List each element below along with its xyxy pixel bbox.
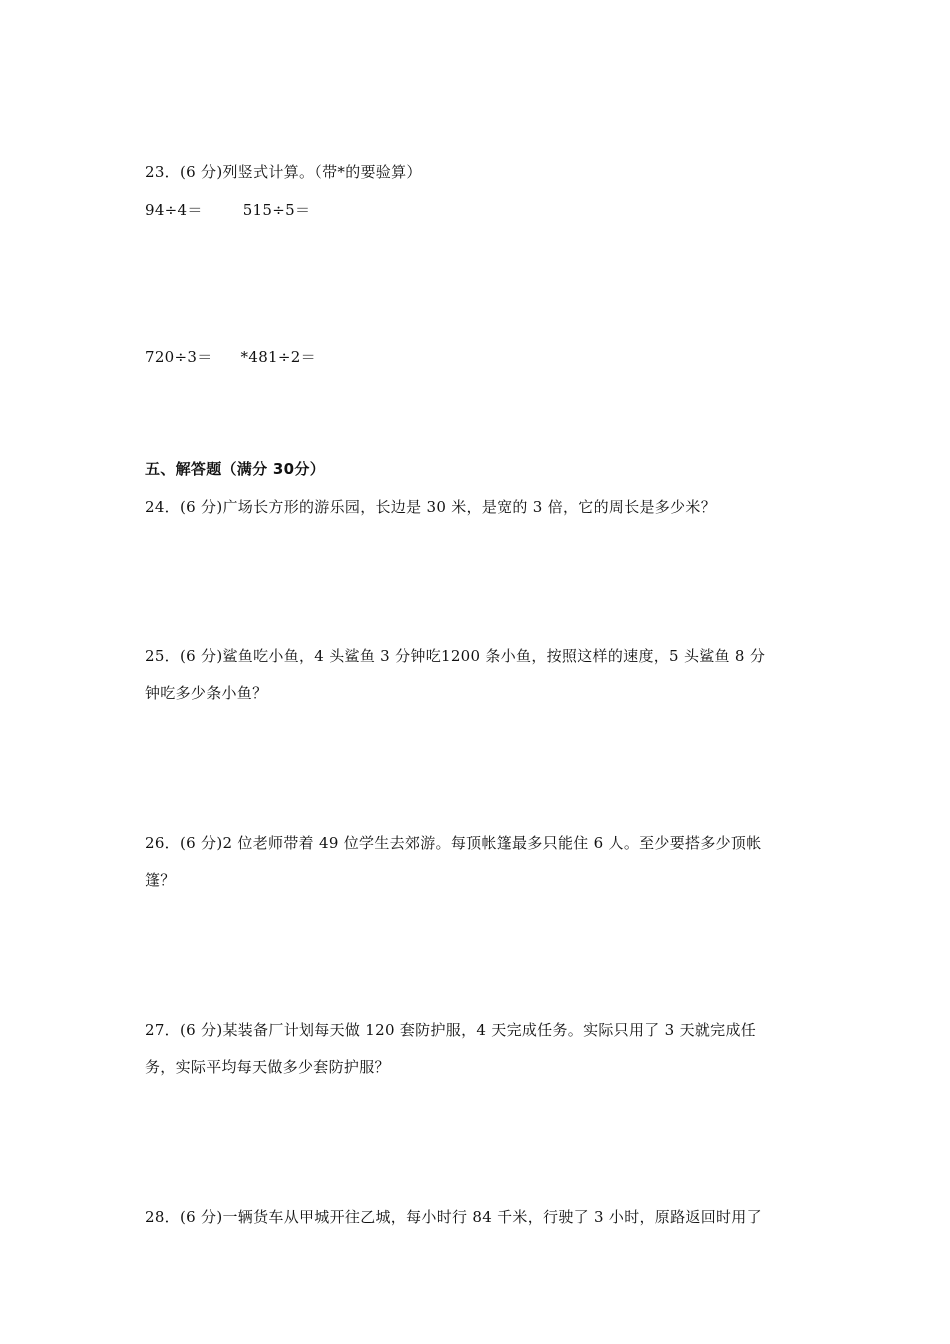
section-5-heading: 五、解答题（满分 30分） — [145, 460, 325, 478]
question-27-line-2: 务，实际平均每天做多少套防护服？ — [145, 1058, 390, 1076]
calc-720-div-3: 720÷3＝ — [145, 348, 213, 366]
question-25-line-2: 钟吃多少条小鱼？ — [145, 684, 268, 702]
calc-481-div-2: *481÷2＝ — [240, 348, 316, 366]
calc-row-1 — [145, 200, 310, 220]
question-23-title: 23．(6 分)列竖式计算。（带*的要验算） — [145, 163, 422, 181]
calc-515-div-5: 515÷5＝ — [242, 201, 311, 219]
question-28-line-1: 28．(6 分)一辆货车从甲城开往乙城，每小时行 84 千米，行驶了 3 小时，原路返回时用了 — [145, 1208, 762, 1226]
calc-row-2 — [145, 347, 316, 367]
question-27-line-1: 27．(6 分)某装备厂计划每天做 120 套防护服，4 天完成任务。实际只用了 3 天就完成任 — [145, 1021, 757, 1039]
calc-94-div-4: 94÷4＝ — [145, 201, 203, 219]
question-25-line-1: 25．(6 分)鲨鱼吃小鱼，4 头鲨鱼 3 分钟吃1200 条小鱼，按照这样的速度，5 头鲨鱼 8 分 — [145, 647, 766, 665]
question-26-line-1: 26．(6 分)2 位老师带着 49 位学生去郊游。每顶帐篷最多只能住 6 人。至少要搭多少顶帐 — [145, 834, 762, 852]
question-24-line-1: 24．(6 分)广场长方形的游乐园，长边是 30 米，是宽的 3 倍，它的周长是多少米？ — [145, 498, 717, 516]
question-26-line-2: 篷？ — [145, 871, 176, 889]
